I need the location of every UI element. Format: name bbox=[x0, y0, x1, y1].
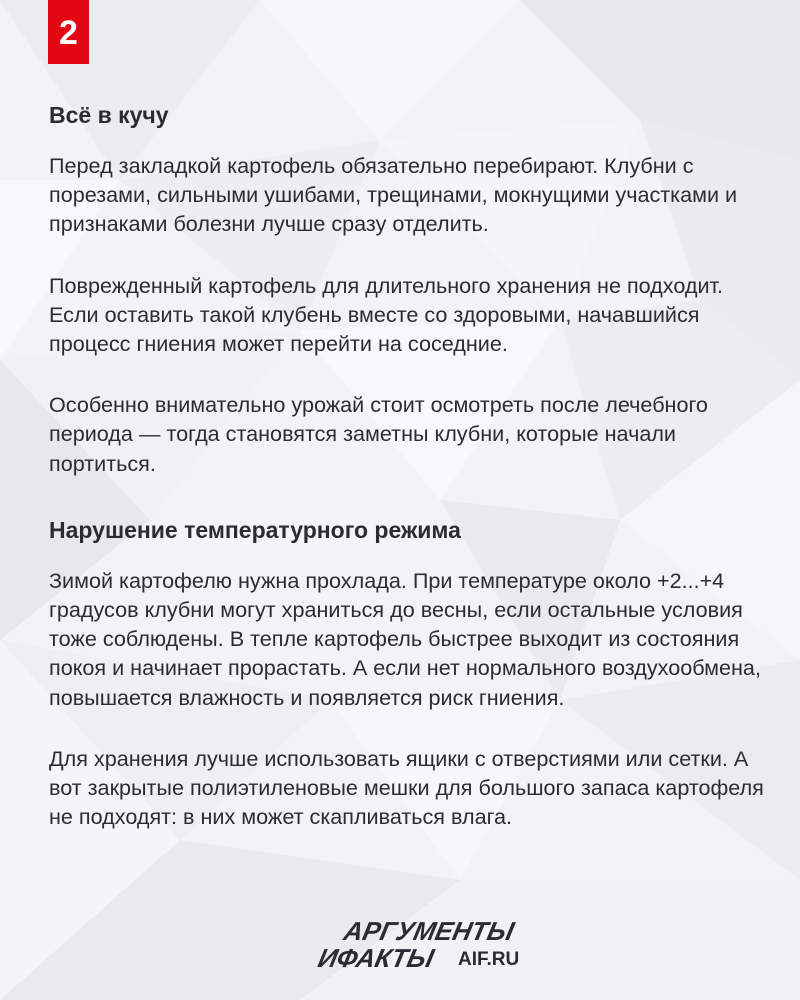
logo-line-1: АРГУМЕНТЫ bbox=[341, 916, 517, 946]
paragraph: Особенно внимательно урожай стоит осмотреть после лечебного периода — тогда становятся заметны клубни, которые начали портиться. bbox=[49, 392, 708, 476]
article-content bbox=[49, 95, 769, 831]
aif-logo bbox=[312, 914, 532, 974]
page-number-badge: 2 bbox=[48, 0, 89, 64]
section-heading-temperature: Нарушение температурного режима bbox=[49, 516, 461, 543]
paragraph: Поврежденный картофель для длительного хранения не подходит. Если оставить такой клубень вместе со здоровыми, начавшийся процесс гниения может перейти на соседние. bbox=[49, 272, 724, 357]
logo-line-2: ИФАКТЫ bbox=[315, 943, 437, 973]
logo-site: AIF.RU bbox=[458, 949, 520, 970]
paragraph: Для хранения лучше использовать ящики с отверстиями или сетки. А вот закрытые полиэтиленовые мешки для большого запаса картофеля не подходят: в них может скапливаться влага. bbox=[49, 745, 764, 830]
paragraph: Перед закладкой картофель обязательно перебирают. Клубни с порезами, сильными ушибами, трещинами, мокнущими участками и признаками болезни лучше сразу отделить. bbox=[49, 153, 738, 237]
paragraph: Зимой картофелю нужна прохлада. При температуре около +2...+4 градусов клубни могут храниться до весны, если остальные условия тоже соблюдены. В тепле картофель быстрее выходит из состояния покоя и начинает прорастать. А если нет нормального воздухообмена, повышается влажность и появляется риск гниения. bbox=[49, 567, 761, 710]
section-heading-sorting: Всё в кучу bbox=[49, 102, 169, 128]
